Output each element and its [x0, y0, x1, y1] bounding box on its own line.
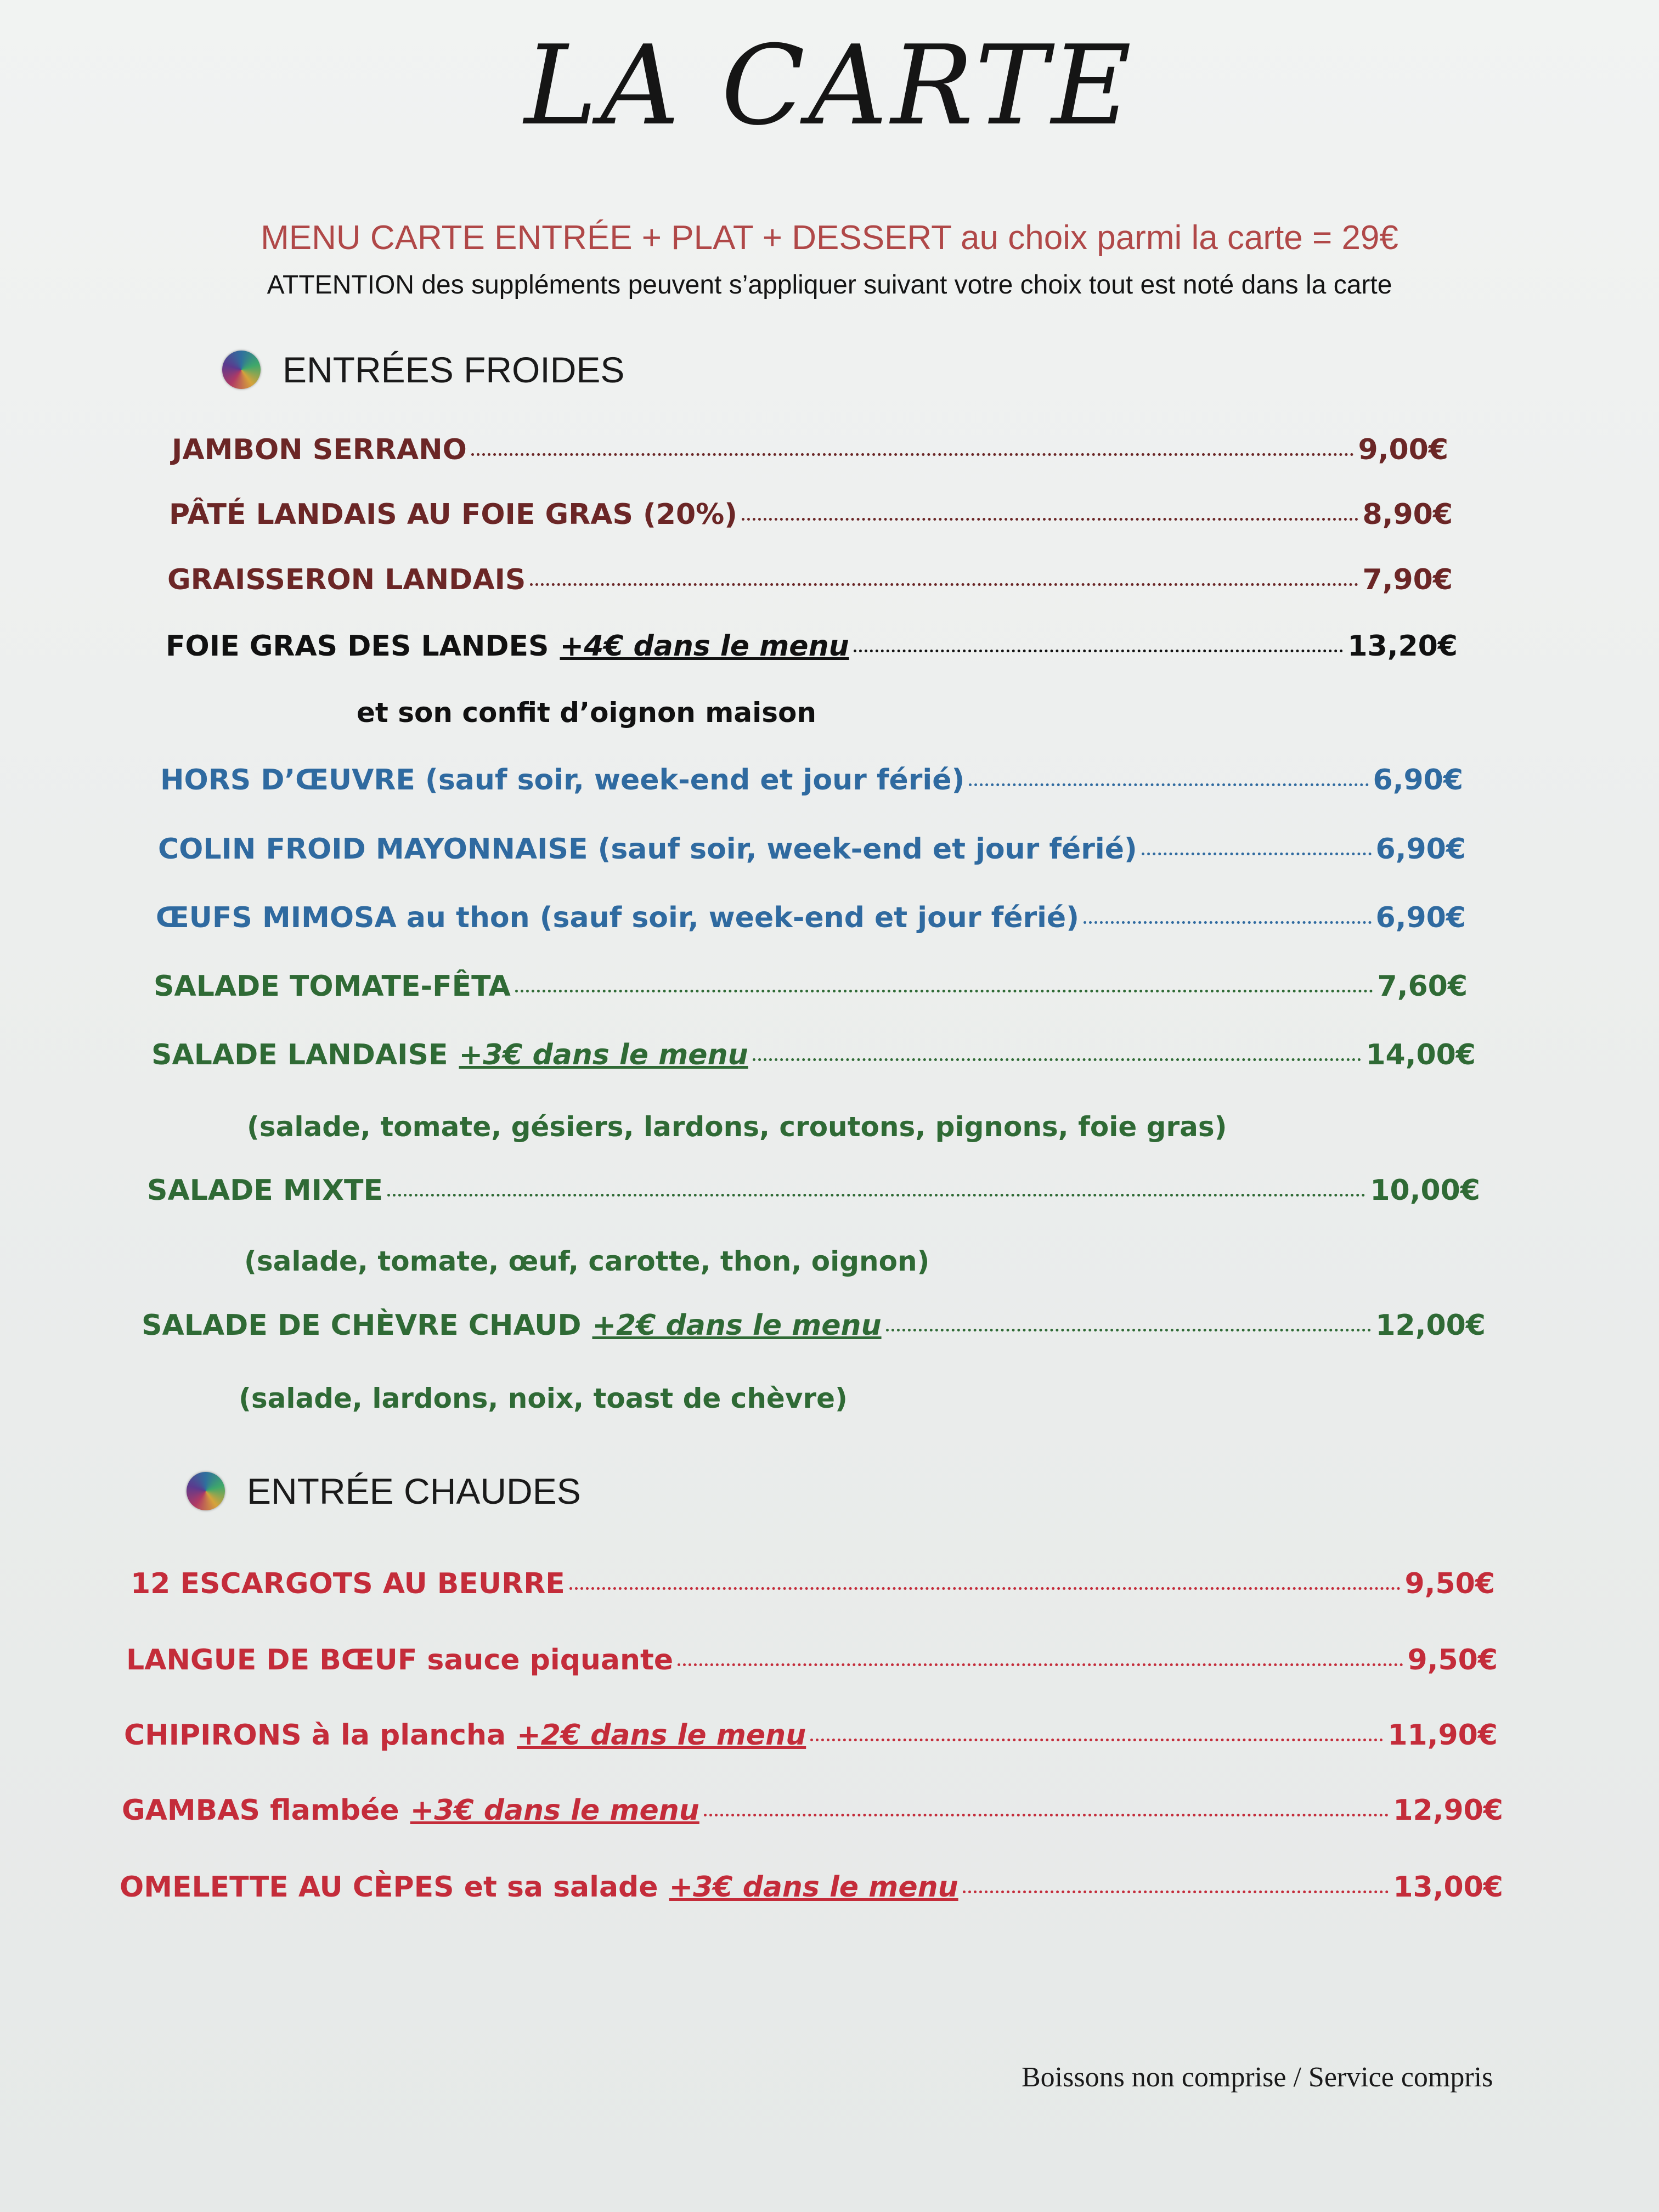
leader-dots — [886, 1329, 1372, 1331]
section-heading-label: ENTRÉE CHAUDES — [247, 1471, 581, 1511]
leader-dots — [530, 583, 1358, 586]
leader-dots — [471, 453, 1354, 456]
item-supplement: +3€ dans le menu — [410, 1794, 699, 1827]
menu-item — [160, 764, 1463, 797]
leader-dots — [515, 990, 1373, 992]
item-price: 13,00€ — [1393, 1871, 1503, 1904]
menu-item — [151, 1039, 1476, 1071]
attention-note: ATTENTION des suppléments peuvent s’appliquer suivant votre choix tout est noté dans la carte — [267, 270, 1392, 300]
menu-item — [154, 970, 1468, 1003]
item-description: (salade, tomate, gésiers, lardons, croutons, pignons, foie gras) — [247, 1111, 1227, 1143]
leader-dots — [569, 1587, 1401, 1590]
leader-dots — [810, 1739, 1383, 1741]
item-supplement: +4€ dans le menu — [560, 630, 849, 663]
menu-title: LA CARTE — [524, 22, 1135, 150]
item-name: JAMBON SERRANO — [172, 433, 467, 466]
item-price: 6,90€ — [1373, 764, 1463, 797]
item-price: 6,90€ — [1375, 833, 1466, 866]
item-supplement: +3€ dans le menu — [669, 1871, 958, 1904]
section-heading-label: ENTRÉES FROIDES — [283, 349, 625, 390]
item-name: PÂTÉ LANDAIS AU FOIE GRAS (20%) — [169, 498, 738, 531]
item-name: HORS D’ŒUVRE (sauf soir, week-end et jour férié) — [160, 764, 965, 797]
menu-item — [158, 833, 1466, 866]
item-description: (salade, tomate, œuf, carotte, thon, oignon) — [244, 1245, 930, 1277]
item-name: GRAISSERON LANDAIS — [167, 563, 526, 596]
item-price: 7,90€ — [1362, 563, 1453, 596]
leader-dots — [854, 650, 1344, 652]
item-name: COLIN FROID MAYONNAISE (sauf soir, week-end et jour férié) — [158, 833, 1137, 866]
item-name: CHIPIRONS à la plancha — [124, 1719, 506, 1752]
item-name: 12 ESCARGOTS AU BEURRE — [131, 1567, 565, 1600]
item-name: SALADE TOMATE-FÊTA — [154, 970, 511, 1003]
item-name: FOIE GRAS DES LANDES — [166, 630, 549, 663]
item-description: et son confit d’oignon maison — [357, 697, 816, 729]
item-price: 8,90€ — [1362, 498, 1453, 531]
menu-item — [166, 630, 1458, 663]
item-supplement: +2€ dans le menu — [592, 1309, 882, 1342]
item-price: 11,90€ — [1387, 1719, 1498, 1752]
section-heading-entrees-froides — [222, 349, 624, 391]
item-price: 9,00€ — [1358, 433, 1448, 466]
bullet-icon — [187, 1472, 225, 1510]
menu-item — [122, 1794, 1503, 1827]
menu-item — [167, 563, 1453, 596]
leader-dots — [1084, 921, 1372, 924]
item-price: 10,00€ — [1370, 1174, 1480, 1207]
item-price: 7,60€ — [1377, 970, 1468, 1003]
menu-item — [172, 433, 1448, 466]
leader-dots — [753, 1058, 1362, 1061]
item-name: OMELETTE AU CÈPES et sa salade — [120, 1871, 658, 1904]
footer-note: Boissons non comprise / Service compris — [1022, 2062, 1493, 2093]
item-supplement: +2€ dans le menu — [517, 1719, 806, 1752]
item-price: 12,90€ — [1393, 1794, 1503, 1827]
item-description: (salade, lardons, noix, toast de chèvre) — [239, 1383, 848, 1414]
leader-dots — [969, 783, 1368, 786]
menu-item — [120, 1871, 1503, 1904]
bullet-icon — [222, 351, 261, 389]
menu-item — [142, 1309, 1486, 1342]
item-price: 14,00€ — [1365, 1039, 1476, 1071]
item-supplement: +3€ dans le menu — [459, 1039, 748, 1071]
menu-item — [156, 901, 1466, 934]
section-heading-entrees-chaudes — [187, 1470, 581, 1512]
leader-dots — [1142, 853, 1372, 855]
menu-item — [147, 1174, 1480, 1207]
leader-dots — [678, 1663, 1403, 1666]
item-price: 6,90€ — [1375, 901, 1466, 934]
menu-item — [169, 498, 1453, 531]
item-price: 9,50€ — [1404, 1567, 1495, 1600]
leader-dots — [742, 518, 1358, 521]
item-price: 12,00€ — [1375, 1309, 1486, 1342]
menu-item — [124, 1719, 1498, 1752]
menu-item — [126, 1644, 1498, 1677]
item-name: SALADE LANDAISE — [151, 1039, 448, 1071]
menu-item — [131, 1567, 1495, 1600]
leader-dots — [963, 1891, 1389, 1893]
item-name: SALADE DE CHÈVRE CHAUD — [142, 1309, 582, 1342]
item-name: SALADE MIXTE — [147, 1174, 383, 1207]
item-name: GAMBAS flambée — [122, 1794, 399, 1827]
menu-offer-line: MENU CARTE ENTRÉE + PLAT + DESSERT au choix parmi la carte = 29€ — [261, 219, 1398, 257]
item-name: ŒUFS MIMOSA au thon (sauf soir, week-end et jour férié) — [156, 901, 1079, 934]
item-price: 13,20€ — [1347, 630, 1458, 663]
item-price: 9,50€ — [1407, 1644, 1498, 1677]
leader-dots — [704, 1814, 1389, 1816]
leader-dots — [387, 1194, 1365, 1197]
item-name: LANGUE DE BŒUF sauce piquante — [126, 1644, 674, 1677]
